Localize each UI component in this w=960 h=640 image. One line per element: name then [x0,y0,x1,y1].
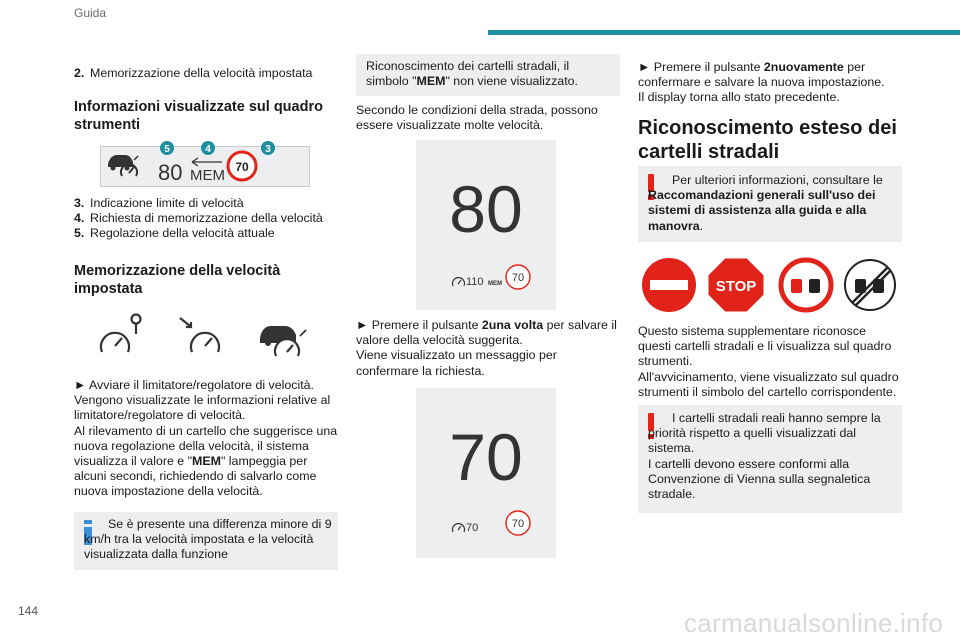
cluster-legend [74,196,344,242]
display-big-speed: 80 [449,172,523,246]
regulator-small-icon [453,524,465,532]
display-limit-value: 70 [511,518,525,530]
note-text: Riconoscimento dei cartelli stradali, il simbolo "MEM" non viene visualizzato. [366,59,578,89]
display-confirm-speed [416,388,556,558]
heading-cluster-info: Informazioni visualizzate sul quadro strumenti [74,99,323,133]
car-regulator-icon [260,326,306,356]
legend-item: 4. Richiesta di memorizzazione della velocità [74,211,323,226]
step-press-once: ► Premere il pulsante 2una volta per salvare il valore della velocità suggerita. Viene visualizzato un messaggio per confermare la richiesta. [356,318,617,378]
mem-label: MEM [190,167,225,184]
regulator-small-icon [453,278,465,286]
display-small-speed: 110 [466,276,484,288]
body-text-speeds: Secondo le condizioni della strada, possono essere visualizzate molte velocità. [356,103,598,133]
watermark: carmanualsonline.info [684,608,944,638]
section-title: Guida [74,6,107,20]
body-text-col1: ► Avviare il limitatore/regolatore di velocità. Vengono visualizzate le informazioni relative al limitatore/regolatore di velocità. Al rilevamento di un cartello che suggerisce una nuova regolazione della velocità, il sistema visualizza il valore e "MEM" lampeggia per alcuni secondi, richiedendo di salvarlo come nuova impostazione della velocità. [74,378,338,499]
no-entry-sign-icon [642,258,696,312]
cluster-illustration [100,140,310,188]
warning-text-2: I cartelli stradali reali hanno sempre la priorità rispetto a quelli visualizzati dal sistema. I cartelli devono essere conformi alla Convenzione di Vienna sulla segnaletica stradale. [648,411,881,502]
note-box [356,54,620,96]
page-number: 144 [18,604,39,618]
display-big-speed: 70 [449,420,523,494]
speed-limit-value: 70 [235,160,249,174]
warning-text-1: Per ulteriori informazioni, consultare le Raccomandazioni generali sull'uso dei sistemi di assistenza alla guida e alla manovra. [648,173,883,233]
regulator-gauge-icon [180,318,219,352]
info-box [74,512,338,570]
step-2-title: 2. Memorizzazione della velocità impostata [74,66,313,80]
end-no-overtaking-sign-icon [845,260,895,310]
display-suggested-speed [416,140,556,310]
display-mem: MEM [488,281,502,287]
step-press-again: ► Premere il pulsante 2nuovamente per confermare e salvare la nuova impostazione. Il display torna allo stato precedente. [638,60,885,105]
limiter-gauge-icon [101,315,141,353]
callout-badge-label: 3 [265,144,271,155]
road-signs-row [640,255,900,315]
warning-box-2 [638,405,902,513]
memorize-icons-row [96,312,316,358]
stop-sign-text: STOP [715,278,757,295]
display-small-speed: 70 [466,522,479,534]
callout-badge-label: 4 [205,144,211,155]
legend-item: 3. Indicazione limite di velocità [74,196,244,210]
stop-sign-icon [708,258,764,312]
info-text: Se è presente una differenza minore di 9 km/h tra la velocità impostata e la velocità visualizzata dalla funzione [84,517,332,562]
heading-memorize-speed: Memorizzazione della velocità impostata [74,263,281,297]
body-text-col3: Questo sistema supplementare riconosce questi cartelli stradali e li visualizza sul quadro strumenti. All'avvicinamento, viene visualizzato sul quadro strumenti il simbolo del cartello corrispondente. [638,324,899,399]
legend-item: 5. Regolazione della velocità attuale [74,226,275,241]
no-overtaking-sign-icon [781,260,831,310]
current-speed-value: 80 [158,160,183,185]
callout-badge-label: 5 [164,144,170,155]
display-limit-value: 70 [511,272,525,284]
warning-box-1 [638,166,902,242]
heading-extended-recognition: Riconoscimento esteso dei cartelli stradali [638,117,897,163]
header-accent-bar [488,30,960,35]
